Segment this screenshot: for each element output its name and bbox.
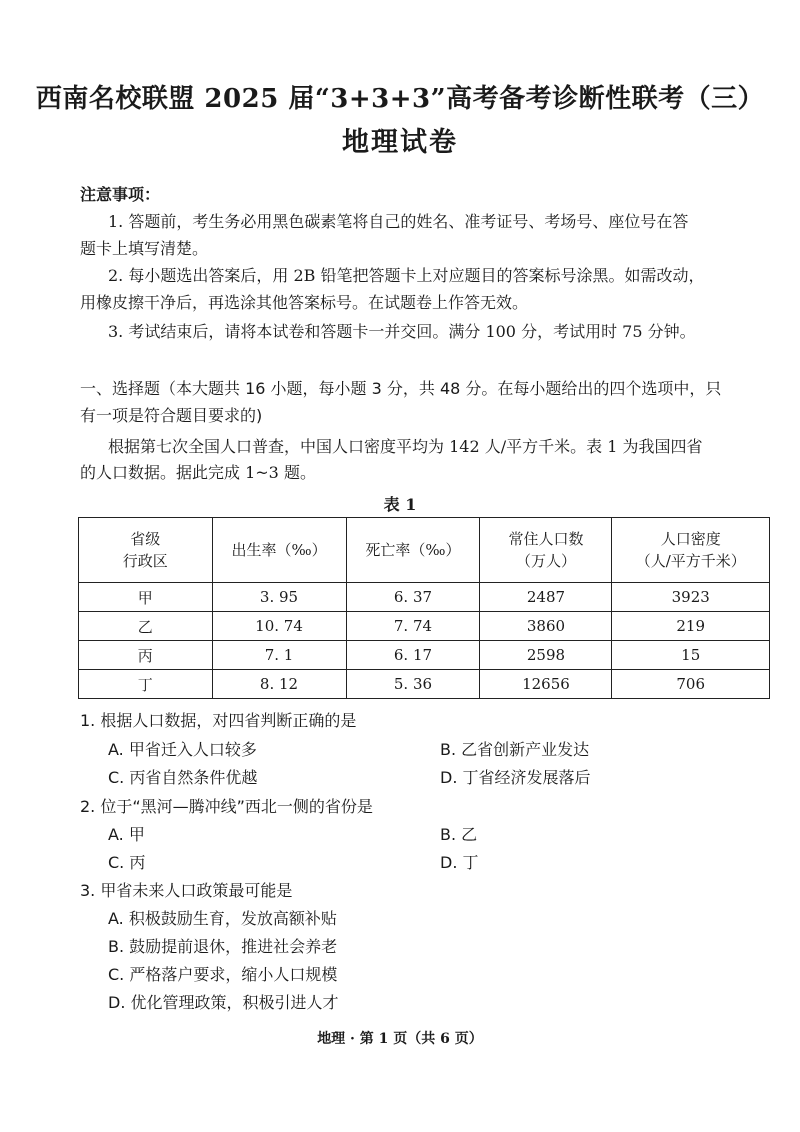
section-heading-line-1: 一、选择题（本大题共 16 小题，每小题 3 分，共 48 分。在每小题给出的四个选项中，只 (80, 379, 722, 398)
header-province: 省级 行政区 (79, 518, 213, 583)
cell-birth-rate: 3. 95 (212, 583, 346, 612)
question-1-stem: 1. 根据人口数据，对四省判断正确的是 (80, 711, 357, 730)
table-caption: 表 1 (383, 495, 417, 514)
question-2-option-d: D. 丁 (440, 853, 479, 872)
question-1-option-b: B. 乙省创新产业发达 (440, 740, 590, 759)
population-table (78, 517, 770, 699)
question-2-option-b: B. 乙 (440, 825, 478, 844)
notice-item-1-line-1: 1. 答题前，考生务必用黑色碳素笔将自己的姓名、准考证号、考场号、座位号在答 (108, 212, 689, 231)
question-1-option-d: D. 丁省经济发展落后 (440, 768, 591, 787)
notice-item-3: 3. 考试结束后，请将本试卷和答题卡一并交回。满分 100 分，考试用时 75 分钟。 (108, 322, 696, 341)
cell-death-rate: 6. 17 (346, 641, 480, 670)
table-row (79, 583, 770, 612)
cell-birth-rate: 7. 1 (212, 641, 346, 670)
cell-density: 15 (612, 641, 770, 670)
header-birth-rate: 出生率（‰） (212, 518, 346, 583)
question-3-option-d: D. 优化管理政策，积极引进人才 (108, 993, 339, 1012)
question-2-option-c: C. 丙 (108, 853, 146, 872)
cell-population: 2487 (480, 583, 612, 612)
question-2-stem: 2. 位于“黑河—腾冲线”西北一侧的省份是 (80, 797, 373, 816)
question-2-option-a: A. 甲 (108, 825, 145, 844)
section-heading-line-2: 有一项是符合题目要求的) (80, 406, 263, 425)
question-3-option-a: A. 积极鼓励生育，发放高额补贴 (108, 909, 337, 928)
question-1-option-c: C. 丙省自然条件优越 (108, 768, 258, 787)
table-row (79, 670, 770, 699)
cell-province: 乙 (79, 612, 213, 641)
exam-title: 西南名校联盟 2025 届“3+3+3”高考备考诊断性联考（三） (35, 84, 765, 114)
cell-province: 丁 (79, 670, 213, 699)
notice-item-1-line-2: 题卡上填写清楚。 (80, 239, 209, 258)
table-row (79, 641, 770, 670)
cell-density: 706 (612, 670, 770, 699)
section-intro-line-2: 的人口数据。据此完成 1~3 题。 (80, 463, 316, 482)
question-3-option-b: B. 鼓励提前退休，推进社会养老 (108, 937, 338, 956)
cell-province: 丙 (79, 641, 213, 670)
cell-population: 2598 (480, 641, 612, 670)
cell-population: 3860 (480, 612, 612, 641)
table-row (79, 612, 770, 641)
cell-birth-rate: 10. 74 (212, 612, 346, 641)
cell-density: 219 (612, 612, 770, 641)
section-intro-line-1: 根据第七次全国人口普查，中国人口密度平均为 142 人/平方千米。表 1 为我国四省 (108, 437, 703, 456)
question-3-stem: 3. 甲省未来人口政策最可能是 (80, 881, 293, 900)
question-1-option-a: A. 甲省迁入人口较多 (108, 740, 257, 759)
table-header-row (79, 518, 770, 583)
cell-birth-rate: 8. 12 (212, 670, 346, 699)
question-3-option-c: C. 严格落户要求，缩小人口规模 (108, 965, 338, 984)
header-death-rate: 死亡率（‰） (346, 518, 480, 583)
cell-population: 12656 (480, 670, 612, 699)
notice-heading: 注意事项： (80, 185, 161, 204)
cell-province: 甲 (79, 583, 213, 612)
header-population: 常住人口数 （万人） (480, 518, 612, 583)
notice-item-2-line-2: 用橡皮擦干净后，再选涂其他答案标号。在试题卷上作答无效。 (80, 293, 529, 312)
exam-subject-title: 地理试卷 (342, 127, 458, 158)
page-footer: 地理 · 第 1 页（共 6 页） (317, 1031, 483, 1047)
notice-item-2-line-1: 2. 每小题选出答案后，用 2B 铅笔把答题卡上对应题目的答案标号涂黑。如需改动， (108, 266, 705, 285)
cell-death-rate: 7. 74 (346, 612, 480, 641)
cell-density: 3923 (612, 583, 770, 612)
cell-death-rate: 5. 36 (346, 670, 480, 699)
cell-death-rate: 6. 37 (346, 583, 480, 612)
header-density: 人口密度 （人/平方千米） (612, 518, 770, 583)
